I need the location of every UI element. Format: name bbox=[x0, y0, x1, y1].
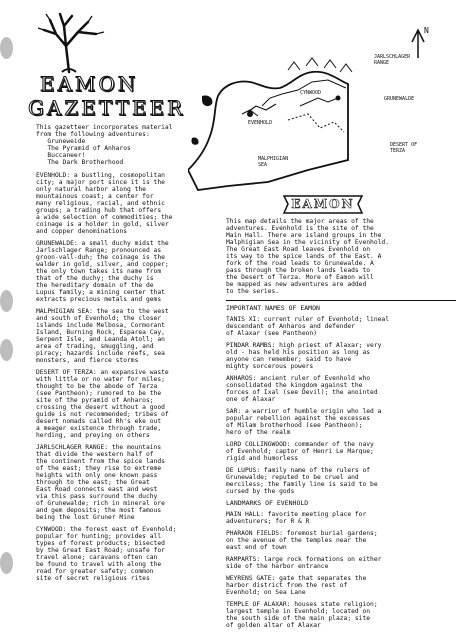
name-entry: PINDAR RAMBS: high priest of Alaxar; very old - has held his position as long as anyone can remember; said to have mighty sorcerous powers bbox=[226, 342, 382, 370]
intro-line: from the following adventures: bbox=[36, 131, 150, 138]
landmark-entry: RAMPARTS: large rock formations on either side of the harbor entrance bbox=[226, 556, 382, 570]
name-entry: LORD COLLINGWOOD: commander of the navy of Evenhold; captor of Henri Le Marque; rigid and humorless bbox=[226, 441, 374, 462]
evenhold-marker bbox=[247, 111, 253, 117]
adventure-title: Gruneweide bbox=[36, 138, 86, 145]
punch-hole bbox=[0, 339, 13, 361]
eamon-banner bbox=[280, 192, 366, 217]
left-column bbox=[36, 124, 206, 587]
landmarks-heading: LANDMARKS OF EVENHOLD bbox=[226, 499, 309, 507]
landmark-entry: PHARAON FIELDS: foremost burial gardens; on the avenue of the temples near the east end of town bbox=[226, 530, 378, 551]
entry-grunewalde: GRUNEWALDE: a small duchy midst the Jarlschlager Range; pronounced as groon-vall-duh; the coinage is the walder in gold, silver, and copper; the only town takes its name from that of the duchy; the duchy is the hereditary domain of the de Lupus family; a mining center that extracts precious metals and gems bbox=[36, 240, 169, 303]
title-word-gazetteer: GAZETTEER bbox=[28, 96, 186, 120]
map-label-grunewalde: GRUNEWALDE bbox=[384, 96, 415, 102]
title-word-eamon: EAMON bbox=[40, 72, 139, 96]
landmark-entry: MAIN HALL: favorite meeting place for adventurers; for R & R bbox=[226, 511, 367, 525]
north-label: N bbox=[424, 26, 429, 35]
map-label-evenhold: EVENHOLD bbox=[248, 120, 273, 126]
entry-cynwood: CYNWOOD: the forest east of Evenhold; popular for hunting; provides all types of forest products; bisected by the Great East Road; unsafe for travel alone; caravans often can be found to travel with along the road for greater safety; common site of secret religious rites bbox=[36, 526, 177, 582]
punch-hole bbox=[0, 37, 13, 59]
intro-line: This gazetteer incorporates material bbox=[36, 124, 173, 131]
divider bbox=[226, 300, 456, 301]
eamon-map bbox=[188, 10, 458, 192]
punch-hole bbox=[0, 290, 13, 312]
entry-malphigian-sea: MALPHIGIAN SEA: the sea to the west and south of Evenhold; the closer islands include Melbosa, Cormorant Island, Burning Rock, Esparea Cay, Serpent Isle, and Leanda Atoll; an area of trading, smuggling, and piracy; hazards include reefs, sea monsters, and fierce storms bbox=[36, 308, 169, 364]
landmark-entry: TEMPLE OF ALAXAR: houses state religion; largest temple in Evenhold; located on the south side of the main plaza; site of golden altar of Alaxar bbox=[226, 601, 378, 629]
map-description: This map details the major areas of the adventures. Evenhold is the site of the Main Hall. There are island groups in the Malphigian Sea in the vicinity of Evenhold. The Great East Road leaves Evenhold on its way to the spice lands of the East. A fork of the road leads to Grunewalde. A pass through the broken lands leads to the Desert of Terza. More of Eamon will be mapped as new adventures are added to the series. bbox=[226, 218, 390, 295]
map-label-cynwood: CYNWOOD bbox=[300, 90, 322, 96]
entry-desert-of-terza: DESERT OF TERZA: an expansive waste with little or no water for miles; thought to be the abode of Terza (see Pantheon); rumored to be the site of the pyramid of Anharos; crossing the desert without a good guide is not recommended; tribes of desert nomads called Rh's eke out a meager existence through trade, herding, and preying on others bbox=[36, 369, 169, 439]
name-entry: ANHAROS: ancient ruler of Evenhold who consolidated the kingdom against the forces of Ixal (see Devil); the anointed one of Alaxar bbox=[226, 375, 378, 403]
entry-evenhold: EVENHOLD: a bustling, cosmopolitan city; a major port since it is the only natural harbor along the mountainous coast; a center for many religious, racial, and ethnic groups; a trading hub that offers a wide selection of commodities; the coinage is a holder in gold, silver and copper denominations bbox=[36, 172, 173, 235]
map-label-sea: MALPHIGIAN SEA bbox=[258, 156, 289, 168]
tree-icon bbox=[26, 10, 112, 74]
map-label-desert: DESERT OF TERZA bbox=[390, 142, 418, 154]
map-label-jarlschlager: JARLSCHLAGER RANGE bbox=[374, 54, 411, 66]
names-heading: IMPORTANT NAMES OF EAMON bbox=[226, 304, 320, 312]
right-column bbox=[226, 218, 456, 634]
adventure-title: The Dark Brotherhood bbox=[36, 159, 124, 166]
grunewalde-marker bbox=[336, 96, 341, 101]
title-block bbox=[22, 10, 186, 120]
name-entry: TANIS XI: current ruler of Evenhold; lineal descendant of Anharos and defender of Alaxar (see Pantheon) bbox=[226, 316, 390, 337]
name-entry: SAR: a warrior of humble origin who led a popular rebellion against the excesses of Milam brotherhood (see Pantheon); hero of the realm bbox=[226, 408, 382, 436]
map-drawing bbox=[188, 10, 458, 192]
punch-hole bbox=[0, 552, 13, 574]
adventure-title: The Pyramid of Anharos bbox=[36, 145, 131, 152]
binder-holes bbox=[0, 0, 14, 599]
adventure-title: Buccaneer! bbox=[36, 152, 86, 159]
landmark-entry: WEYRENS GATE: gate that separates the harbor district from the rest of Evenhold; on Sea Lane bbox=[226, 575, 367, 596]
entry-jarlschlager-range: JARLSCHLAGER RANGE: the mountains that divide the western half of the continent from the spice lands of the east; they rise to extreme heights with only one known pass through to the east; the Great East Road connects east and west via this pass surround the duchy of Grunewalde; rich in mineral ore and gem deposits; the most famous being the lost Gruner Mine bbox=[36, 444, 165, 521]
banner-label: EAMON bbox=[291, 197, 355, 211]
intro-block bbox=[36, 124, 206, 166]
name-entry: DE LUPUS: family name of the rulers of Grunewalde; reputed to be cruel and merciless; the family line is said to be cursed by the gods bbox=[226, 467, 378, 495]
